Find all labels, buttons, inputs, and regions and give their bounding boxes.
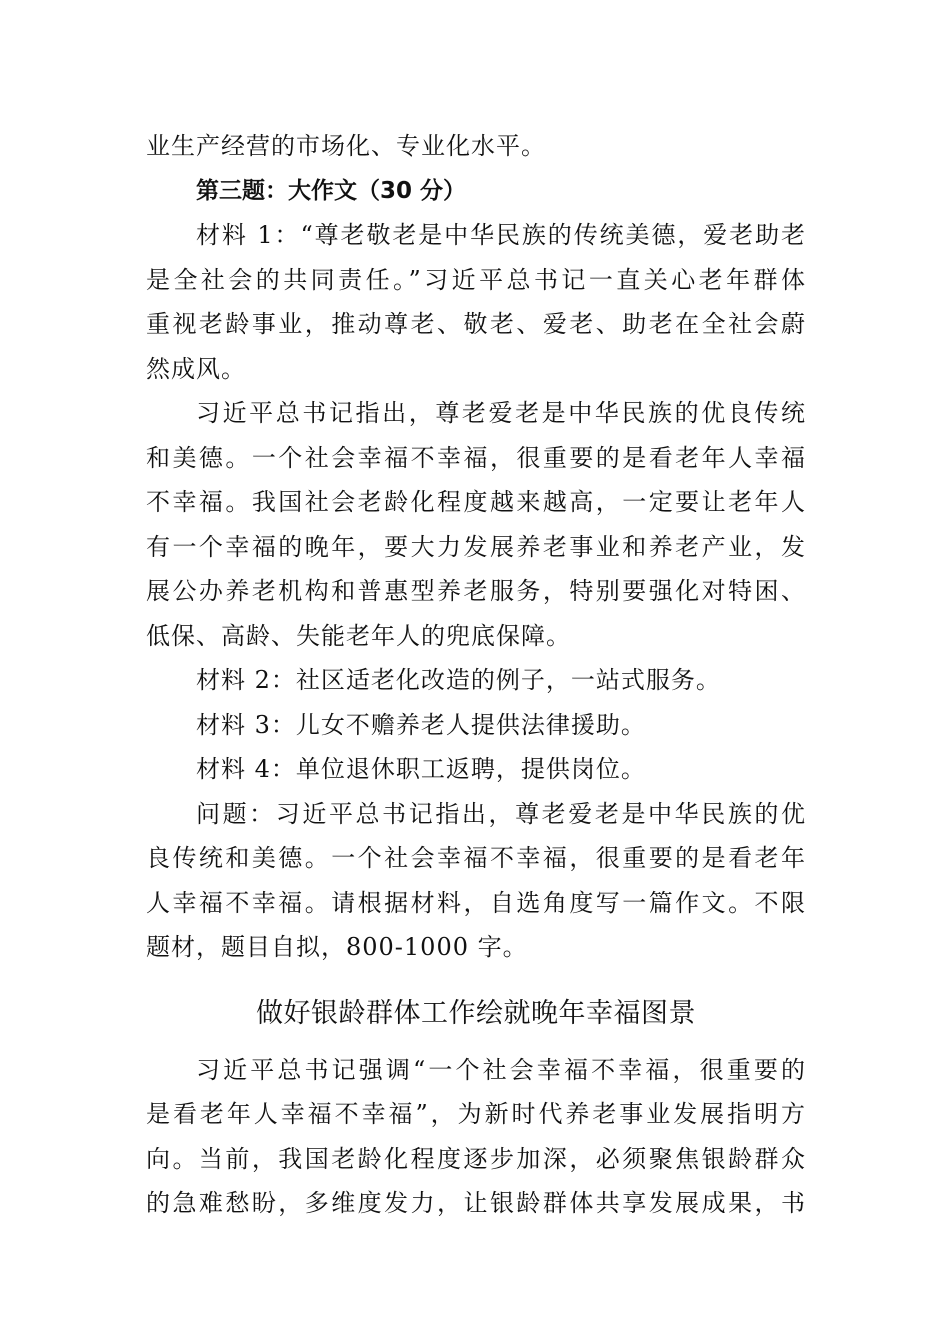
paragraph-line: 然成风。 <box>146 354 246 383</box>
paragraph-line: 有一个幸福的晚年，要大力发展养老事业和养老产业，发 <box>146 532 806 561</box>
essay-title: 做好银龄群体工作绘就晚年幸福图景 <box>256 997 696 1029</box>
paragraph-line: 展公办养老机构和普惠型养老服务，特别要强化对特困、 <box>146 577 806 605</box>
section-heading: 第三题：大作文（30 分） <box>196 177 467 204</box>
paragraph-line: 材料 2：社区适老化改造的例子，一站式服务。 <box>196 666 721 694</box>
paragraph-line: 题材，题目自拟，800-1000 字。 <box>146 933 528 961</box>
paragraph-line: 是看老年人幸福不幸福”，为新时代养老事业发展指明方 <box>146 1100 806 1128</box>
paragraph-line: 材料 1：“尊老敬老是中华民族的传统美德，爱老助老 <box>196 221 806 249</box>
paragraph-line: 重视老龄事业，推动尊老、敬老、爱老、助老在全社会蔚 <box>146 310 806 338</box>
paragraph-line: 向。当前，我国老龄化程度逐步加深，必须聚焦银龄群众 <box>146 1144 806 1173</box>
paragraph-line: 业生产经营的市场化、专业化水平。 <box>146 132 546 160</box>
paragraph-line: 材料 4：单位退休职工返聘，提供岗位。 <box>196 755 646 783</box>
paragraph-line: 问题：习近平总书记指出，尊老爱老是中华民族的优 <box>196 799 806 828</box>
paragraph-line: 良传统和美德。一个社会幸福不幸福，很重要的是看老年 <box>146 844 806 872</box>
paragraph-line: 不幸福。我国社会老龄化程度越来越高，一定要让老年人 <box>146 488 806 516</box>
spacer <box>146 970 806 992</box>
paragraph-line: 材料 3：儿女不赡养老人提供法律援助。 <box>196 710 646 739</box>
paragraph-line: 的急难愁盼，多维度发力，让银龄群体共享发展成果，书 <box>146 1189 806 1217</box>
paragraph-line: 人幸福不幸福。请根据材料，自选角度写一篇作文。不限 <box>146 888 806 917</box>
document-body <box>146 124 806 1226</box>
paragraph-line: 和美德。一个社会幸福不幸福，很重要的是看老年人幸福 <box>146 443 806 472</box>
paragraph-line: 习近平总书记指出，尊老爱老是中华民族的优良传统 <box>196 399 806 427</box>
paragraph-line: 低保、高龄、失能老年人的兜底保障。 <box>146 621 571 650</box>
paragraph-line: 是全社会的共同责任。”习近平总书记一直关心老年群体 <box>146 265 806 294</box>
paragraph-line: 习近平总书记强调“一个社会幸福不幸福，很重要的 <box>196 1055 806 1084</box>
